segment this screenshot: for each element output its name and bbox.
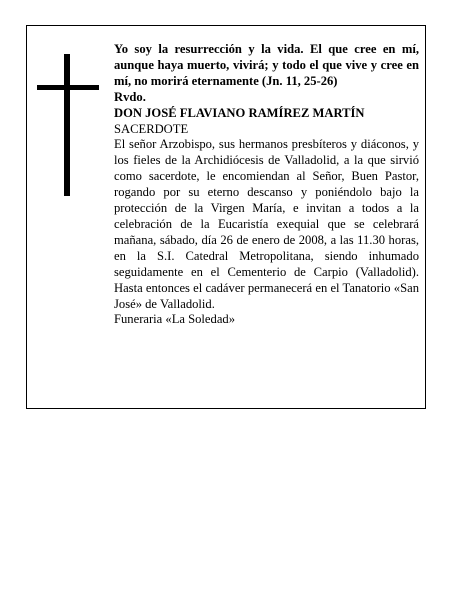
obituary-notice [26, 25, 426, 409]
deceased-title: SACERDOTE [114, 121, 189, 136]
notice-body: El señor Arzobispo, sus hermanos presbíteros y diáconos, y los fieles de la Archidiócesis de Valladolid, a la que sirvió como sacerdote, le encomiendan al Señor, Buen Pastor, rogando por su eterno descanso y poniéndolo bajo la protección de la Virgen María, e invitan a todos a la celebración de la Eucaristía exequial que se celebrará mañana, sábado, día 26 de enero de 2008, a las 11.30 horas, en la S.I. Catedral Metropolitana, siendo inhumado seguidamente en el Cementerio de Carpio (Valladolid). Hasta entonces el cadáver permanecerá en el Tanatorio «San José» de Valladolid. [114, 137, 419, 311]
cross-vertical-bar [64, 54, 70, 196]
scripture-quote: Yo soy la resurrección y la vida. El que cree en mí, aunque haya muerto, vivirá; y todo el que vive y cree en mí, no morirá eternamente (Jn. 11, 25-26) [114, 42, 419, 88]
deceased-name: DON JOSÉ FLAVIANO RAMÍREZ MARTÍN [114, 105, 365, 120]
cross-horizontal-bar [37, 85, 99, 90]
funeral-home: Funeraria «La Soledad» [114, 312, 235, 327]
honorific: Rvdo. [114, 89, 146, 104]
cross-icon [37, 54, 99, 196]
notice-text [114, 42, 419, 328]
